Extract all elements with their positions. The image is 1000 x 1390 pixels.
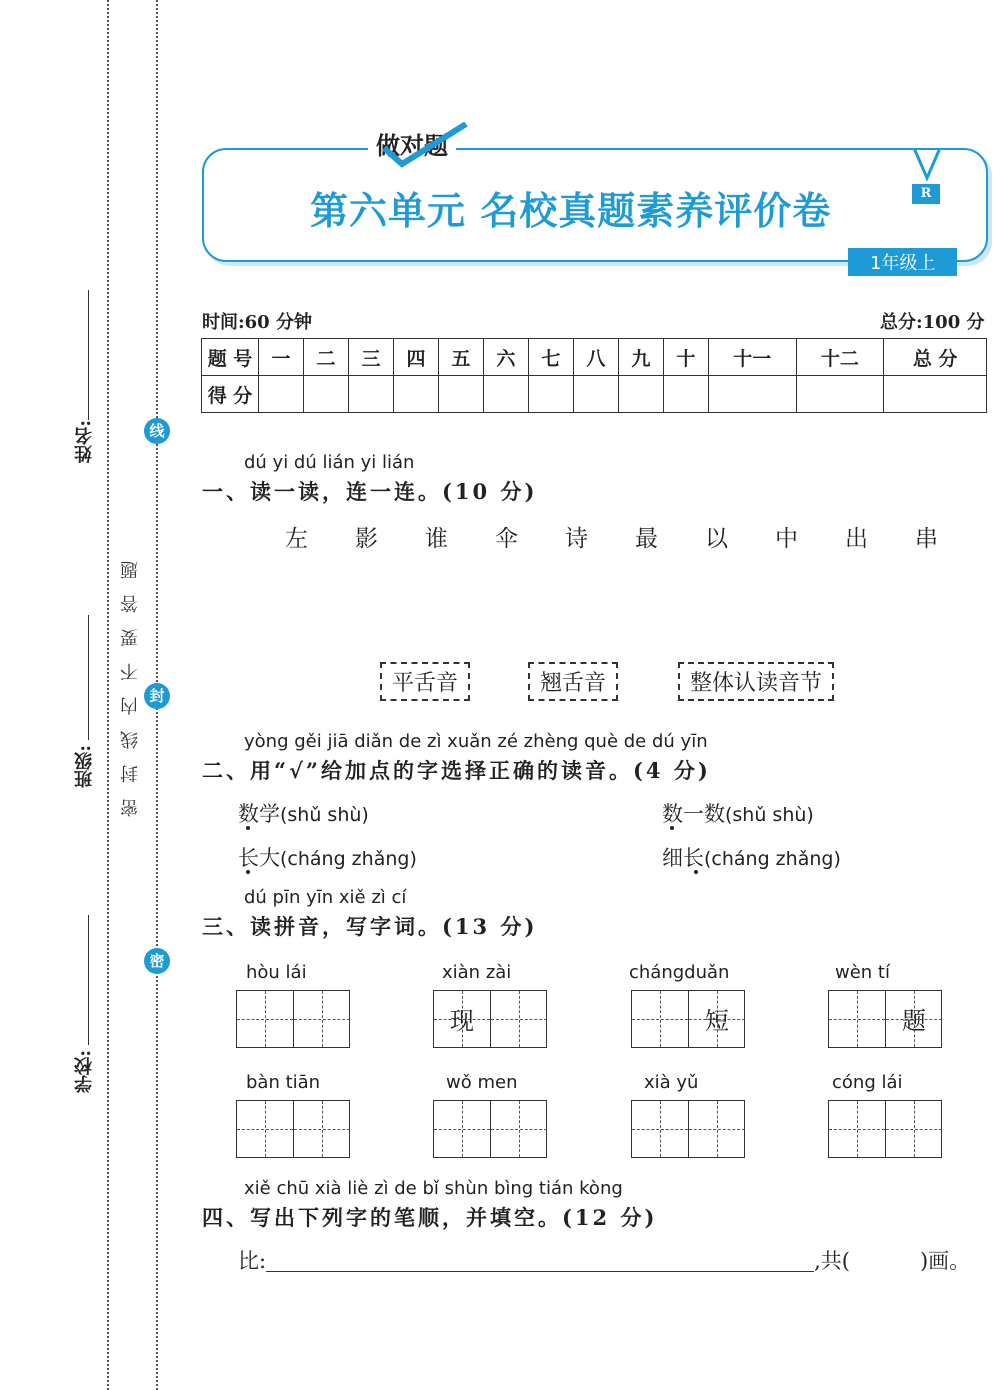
stroke-order-blank[interactable] [266, 1251, 814, 1272]
q2-word: 长大 [238, 846, 280, 870]
score-input-cell[interactable] [438, 376, 483, 413]
q2-item [662, 842, 841, 872]
q1-char[interactable]: 最 [635, 526, 658, 552]
grid-cell[interactable] [434, 1101, 490, 1157]
margin-dotted-line-left [107, 0, 109, 1390]
score-table-score-row [202, 376, 987, 413]
grid-char: 短 [705, 1007, 729, 1035]
q2-item [662, 798, 814, 828]
grid-cell[interactable] [237, 1101, 293, 1157]
score-header-cell: 二 [303, 339, 348, 376]
q3-word-pinyin: xià yǔ [644, 1072, 699, 1093]
edition-badge: R [912, 184, 940, 204]
category-flat-tongue[interactable]: 平舌音 [380, 662, 470, 701]
writing-grid[interactable] [236, 1100, 350, 1158]
grid-cell[interactable] [829, 991, 885, 1047]
writing-grid[interactable] [828, 990, 942, 1048]
grid-cell[interactable] [632, 991, 688, 1047]
q3-title: 三、读拼音，写字词。(13 分) [202, 914, 538, 939]
writing-grid[interactable] [433, 1100, 547, 1158]
score-header-cell: 题 号 [202, 339, 259, 376]
score-header-cell: 一 [259, 339, 304, 376]
grid-cell[interactable] [490, 991, 547, 1047]
q1-char[interactable]: 以 [705, 526, 728, 552]
score-input-cell[interactable] [259, 376, 304, 413]
class-label: 班级: [74, 745, 95, 788]
q4-count-prefix: ,共( [814, 1249, 850, 1273]
emphasis-dot [694, 870, 698, 874]
checkmark-icon [380, 122, 470, 168]
school-input-line[interactable] [88, 915, 89, 1045]
score-input-cell[interactable] [884, 376, 987, 413]
q4-pinyin: xiě chū xià liè zì de bǐ shùn bìng tián kòng [244, 1178, 623, 1199]
q3-word-pinyin: wèn tí [835, 962, 890, 983]
name-input-line[interactable] [88, 290, 89, 420]
score-input-cell[interactable] [303, 376, 348, 413]
score-input-cell[interactable] [348, 376, 393, 413]
q1-char[interactable]: 中 [775, 526, 798, 552]
score-table [201, 338, 987, 413]
q3-word-pinyin: chángduǎn [629, 962, 730, 983]
grid-cell[interactable] [490, 1101, 547, 1157]
score-header-cell: 十二 [796, 339, 884, 376]
score-input-cell[interactable] [483, 376, 528, 413]
q1-char[interactable]: 影 [355, 526, 378, 552]
q4-title: 四、写出下列字的笔顺，并填空。(12 分) [202, 1205, 658, 1230]
score-header-cell: 总 分 [884, 339, 987, 376]
q2-item [238, 842, 417, 872]
grade-label: 1年级上 [848, 248, 957, 276]
q4-count-suffix: )画。 [919, 1249, 971, 1273]
emphasis-dot [246, 826, 250, 830]
grid-cell[interactable] [434, 991, 490, 1047]
q2-word: 数学 [238, 802, 280, 826]
seal-dense-circle: 密 [144, 948, 170, 974]
q2-pinyin: yòng gěi jiā diǎn de zì xuǎn zé zhèng què de dú yīn [244, 731, 708, 752]
ribbon-icon [912, 148, 942, 186]
grid-cell[interactable] [885, 991, 942, 1047]
q3-word-pinyin: cóng lái [832, 1072, 903, 1093]
writing-grid[interactable] [828, 1100, 942, 1158]
score-header-cell: 八 [573, 339, 618, 376]
emphasis-dot [246, 870, 250, 874]
q4-fill-row [238, 1245, 970, 1275]
q2-word: 数一数 [662, 802, 725, 826]
grid-cell[interactable] [237, 991, 293, 1047]
score-header-cell: 七 [528, 339, 573, 376]
seal-seal-circle: 封 [144, 683, 170, 709]
q3-pinyin: dú pīn yīn xiě zì cí [244, 887, 407, 908]
q1-char[interactable]: 左 [285, 526, 308, 552]
grid-cell[interactable] [688, 991, 745, 1047]
page-title: 第六单元 名校真题素养评价卷 [310, 189, 832, 233]
q2-title: 二、用“√”给加点的字选择正确的读音。(4 分) [202, 758, 711, 783]
grid-cell[interactable] [885, 1101, 942, 1157]
grid-char: 题 [902, 1007, 926, 1035]
q1-char[interactable]: 诗 [565, 526, 588, 552]
q1-char[interactable]: 出 [845, 526, 868, 552]
q3-word-pinyin: xiàn zài [442, 962, 512, 983]
score-header-cell: 九 [618, 339, 663, 376]
seal-notice-text: 密封线内不要答题 [120, 545, 141, 817]
score-input-cell[interactable] [796, 376, 884, 413]
q2-options[interactable]: (shǔ shù) [725, 804, 814, 826]
q2-item [238, 798, 369, 828]
score-input-cell[interactable] [528, 376, 573, 413]
total-score: 总分:100 分 [880, 312, 985, 333]
q2-word: 细长 [662, 846, 704, 870]
score-header-cell: 十 [663, 339, 708, 376]
header-banner [200, 120, 988, 274]
q1-char[interactable]: 串 [915, 526, 938, 552]
writing-grid[interactable] [631, 990, 745, 1048]
grid-cell[interactable] [829, 1101, 885, 1157]
brand-logo: 做对题 [368, 126, 456, 161]
grid-cell[interactable] [293, 991, 350, 1047]
q1-char[interactable]: 伞 [495, 526, 518, 552]
grid-cell[interactable] [293, 1101, 350, 1157]
q4-fill-label: 比: [238, 1249, 267, 1273]
q1-char[interactable]: 谁 [425, 526, 448, 552]
score-header-cell: 五 [438, 339, 483, 376]
category-whole-syllable[interactable]: 整体认读音节 [678, 662, 834, 701]
class-input-line[interactable] [88, 615, 89, 740]
q1-title: 一、读一读，连一连。(10 分) [202, 479, 538, 504]
q2-options[interactable]: (shǔ shù) [280, 804, 369, 826]
grid-char: 现 [450, 1007, 474, 1035]
seal-line-circle: 线 [144, 418, 170, 444]
score-table-header-row [202, 339, 987, 376]
score-input-cell[interactable] [708, 376, 796, 413]
score-header-cell: 三 [348, 339, 393, 376]
q3-word-pinyin: hòu lái [246, 962, 307, 983]
q1-pinyin: dú yi dú lián yi lián [244, 452, 415, 473]
writing-grid[interactable] [631, 1100, 745, 1158]
q2-options[interactable]: (cháng zhǎng) [280, 848, 417, 870]
category-retroflex[interactable]: 翘舌音 [528, 662, 618, 701]
writing-grid[interactable] [433, 990, 547, 1048]
score-header-cell: 六 [483, 339, 528, 376]
writing-grid[interactable] [236, 990, 350, 1048]
school-label: 学校: [74, 1050, 95, 1093]
grid-cell[interactable] [632, 1101, 688, 1157]
emphasis-dot [670, 826, 674, 830]
q3-word-pinyin: wǒ men [446, 1072, 518, 1093]
score-input-cell[interactable] [663, 376, 708, 413]
grid-cell[interactable] [688, 1101, 745, 1157]
q2-options[interactable]: (cháng zhǎng) [704, 848, 841, 870]
score-input-cell[interactable] [393, 376, 438, 413]
score-row-label: 得 分 [202, 376, 259, 413]
score-header-cell: 十一 [708, 339, 796, 376]
name-label: 姓名: [74, 420, 95, 463]
q3-word-pinyin: bàn tiān [246, 1072, 321, 1093]
score-input-cell[interactable] [573, 376, 618, 413]
score-input-cell[interactable] [618, 376, 663, 413]
time-limit: 时间:60 分钟 [202, 312, 312, 333]
score-header-cell: 四 [393, 339, 438, 376]
